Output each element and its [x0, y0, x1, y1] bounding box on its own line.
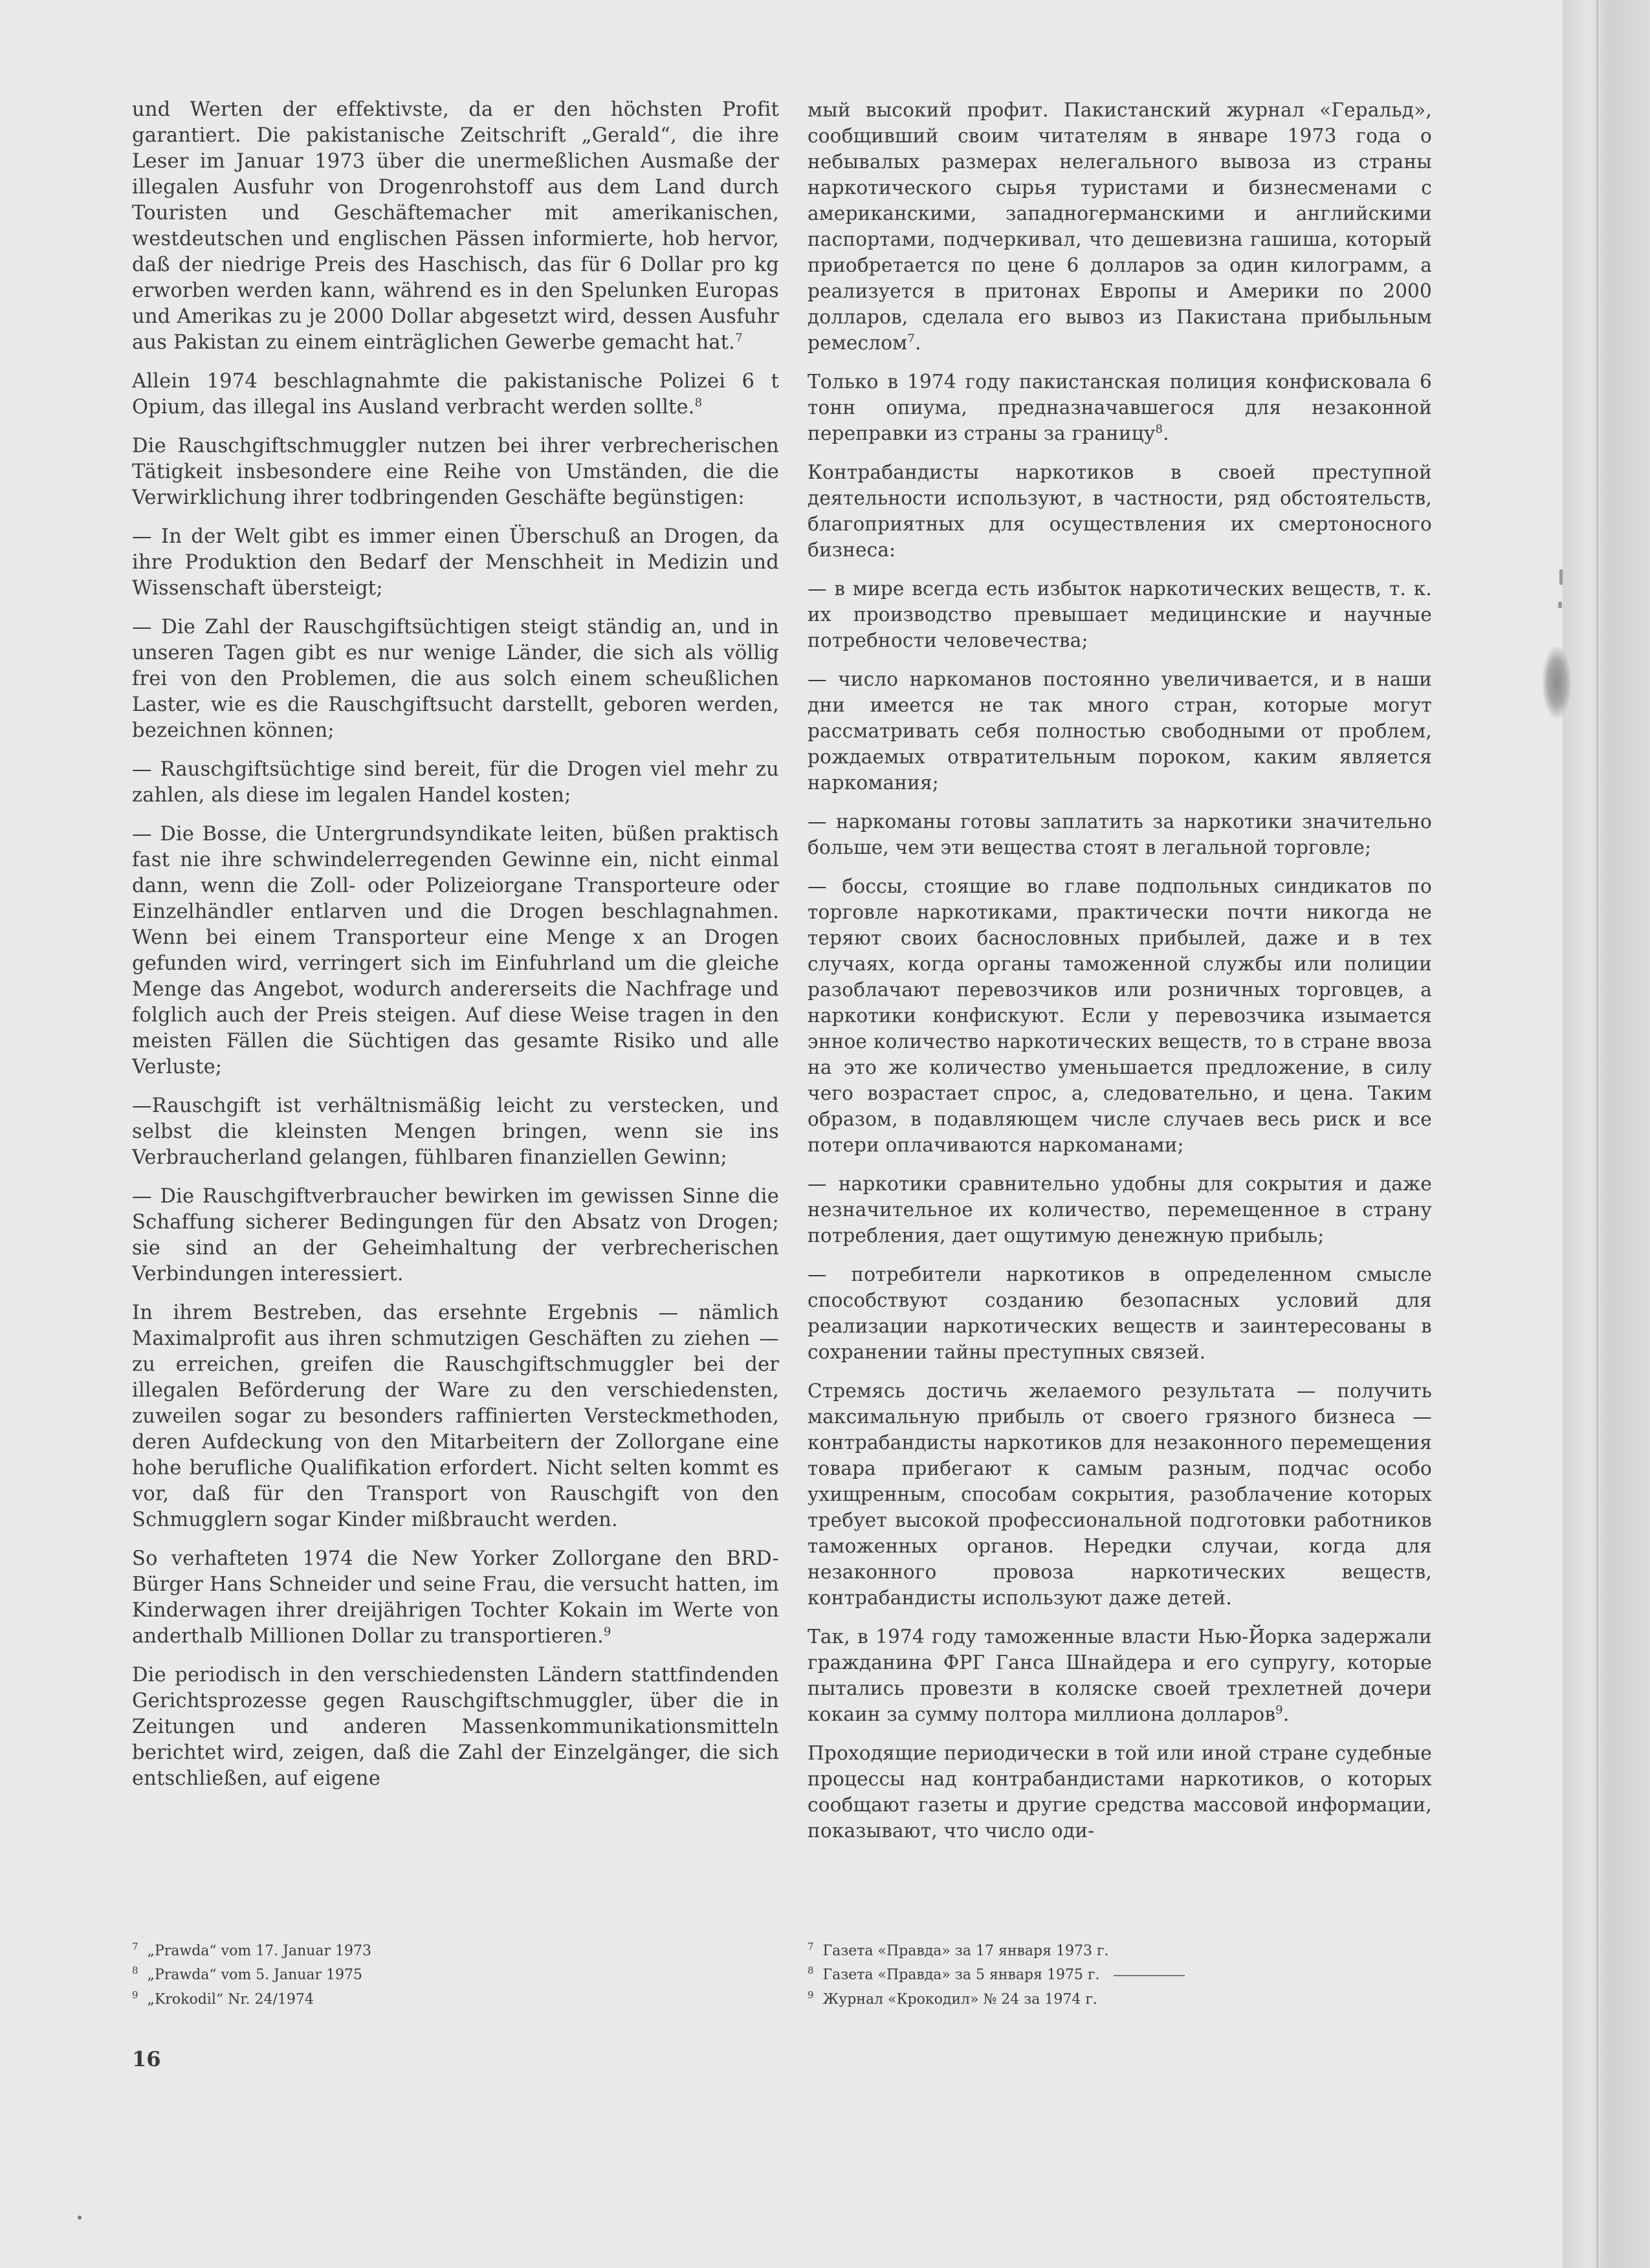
list-item: — Rauschgiftsüchtige sind bereit, für die Drogen viel mehr zu zahlen, als diese im legalen Handel kosten; — [132, 758, 779, 807]
paragraph: Только в 1974 году пакистанская полиция конфисковала 6 тонн опиума, предназначавшегося для незаконной переправки из страны за границу$^8$. — [808, 371, 1432, 444]
list-item: — Die Bosse, die Untergrundsyndikate leiten, büßen praktisch fast nie ihre schwindelerregenden Gewinne ein, nicht einmal dann, wenn die Zoll- oder Polizeiorgane Transporteure oder Einzelhändler entlarven und die Drogen beschlagnahmen. Wenn bei einem Transporteur eine Menge x an Drogen gefunden wird, verringert sich im Einfuhrland um die gleiche Menge das Angebot, wodurch andererseits die Nachfrage und folglich auch der Preis steigen. Auf diese Weise tragen in den meisten Fällen die Süchtigen das gesamte Risiko und alle Verluste; — [132, 823, 779, 1078]
footnote: $^9$ Журнал «Крокодил» № 24 за 1974 г. — [808, 1989, 1097, 2007]
footnote: $^9$ „Krokodil“ Nr. 24/1974 — [132, 1989, 314, 2007]
paragraph: Контрабандисты наркотиков в своей преступной деятельности используют, в частности, ряд обстоятельств, благоприятных для осуществления их смертоносного бизнеса: — [808, 461, 1432, 561]
list-item: — Die Zahl der Rauschgiftsüchtigen steigt ständig an, und in unseren Tagen gibt es nur wenige Länder, die sich als völlig frei von den Problemen, die aus solch einem scheußlichen Laster, wie es die Rauschgiftsucht darstellt, geboren werden, bezeichnen können; — [132, 616, 779, 742]
spine-fold-line — [1596, 0, 1598, 2268]
footnote: $^7$ Газета «Правда» за 17 января 1973 г. — [808, 1941, 1109, 1959]
paper-speck — [78, 2216, 82, 2219]
footnote: $^8$ Газета «Правда» за 5 января 1975 г. — [808, 1961, 1185, 1985]
page-number: 16 — [132, 2047, 161, 2071]
paragraph: мый высокий профит. Пакистанский журнал «Геральд», сообщивший своим читателям в январе 1973 года о небывалых размерах нелегального вывоза из страны наркотического сырья туристами и бизнесменами с американскими, западногерманскими и английскими паспортами, подчеркивал, что дешевизна гашиша, который приобретается по цене 6 долларов за один килограмм, а реализуется в притонах Европы и Америки по 2000 долларов, сделала его вывоз из Пакистана прибыльным ремеслом$^7$. — [808, 99, 1432, 354]
paragraph: Die Rauschgiftschmuggler nutzen bei ihrer verbrecherischen Tätigkeit insbesondere eine Reihe von Umständen, die die Verwirklichung ihrer todbringenden Geschäfte begünstigen: — [132, 435, 779, 509]
list-item: — число наркоманов постоянно увеличивается, и в наши дни имеется не так много стран, которые могут рассматривать себя полностью свободными от проблем, рождаемых отвратительным пороком, каким является наркомания; — [808, 668, 1432, 794]
list-item: — потребители наркотиков в определенном смысле способствуют созданию безопасных условий для реализации наркотических веществ и заинтересованы в сохранении тайны преступных связей. — [808, 1263, 1432, 1363]
footnote-ref: 8 — [1155, 422, 1163, 437]
russian-column — [808, 97, 1432, 1857]
list-item: —Rauschgift ist verhältnismäßig leicht zu verstecken, und selbst die kleinsten Mengen bringen, wenn sie ins Verbraucherland gelangen, fühlbaren finanziellen Gewinn; — [132, 1095, 779, 1169]
footnote-ref: 7 — [735, 331, 743, 345]
paragraph: Allein 1974 beschlagnahmte die pakistanische Polizei 6 t Opium, das illegal ins Ausland verbracht werden sollte.$^8$ — [132, 370, 779, 419]
paragraph: Стремясь достичь желаемого результата — получить максимальную прибыль от своего грязного бизнеса — контрабандисты наркотиков для незаконного перемещения товара прибегают к самым разным, подчас особо ухищренным, способам сокрытия, разоблачение которых требует высокой профессиональной подготовки работников таможенных органов. Нередки случаи, когда для незаконного провоза наркотических веществ, контрабандисты используют даже детей. — [808, 1380, 1432, 1609]
list-item: — In der Welt gibt es immer einen Überschuß an Drogen, da ihre Produktion den Bedarf der Menschheit in Medizin und Wissenschaft übersteigt; — [132, 525, 779, 600]
footnote-ref: 9 — [603, 1624, 611, 1639]
russian-footnotes — [808, 1937, 1185, 2009]
page-spine — [1563, 0, 1650, 2268]
footnote-ref: 7 — [907, 332, 915, 346]
list-item: — Die Rauschgiftverbraucher bewirken im gewissen Sinne die Schaffung sicherer Bedingungen für den Absatz von Drogen; sie sind an der Geheimhaltung der verbrecherischen Verbindungen interessiert. — [132, 1185, 779, 1285]
footnote-ref: 9 — [1275, 1703, 1283, 1717]
paper-mark — [1558, 602, 1562, 608]
list-item: — наркоманы готовы заплатить за наркотики значительно больше, чем эти вещества стоят в легальной торговле; — [808, 811, 1432, 858]
list-item: — в мире всегда есть избыток наркотических веществ, т. к. их производство превышает медицинские и научные потребности человечества; — [808, 578, 1432, 651]
footnote-ref: 8 — [694, 395, 703, 409]
paragraph: In ihrem Bestreben, das ersehnte Ergebnis — nämlich Maximalprofit aus ihren schmutzigen Geschäften zu ziehen — zu erreichen, greifen die Rauschgiftschmuggler bei der illegalen Beförderung der Ware zu den verschiedensten, zuweilen sogar zu besonders raffinierten Versteckmethoden, deren Aufdeckung von den Mitarbeitern der Zollorgane eine hohe berufliche Qualifikation erfordert. Nicht selten kommt es vor, daß für den Transport von Rauschgift von den Schmugglern sogar Kinder mißbraucht werden. — [132, 1302, 779, 1531]
german-footnotes — [132, 1937, 371, 2009]
pencil-line — [1114, 1975, 1185, 1976]
paragraph: und Werten der effektivste, da er den höchsten Profit garantiert. Die pakistanische Zeitschrift „Gerald“, die ihre Leser im Januar 1973 über die unermeßlichen Ausmaße der illegalen Ausfuhr von Drogenrohstoff aus dem Land durch Touristen und Geschäftemacher mit amerikanischen, westdeutschen und englischen Pässen informierte, hob hervor, daß der niedrige Preis des Haschisch, das für 6 Dollar pro kg erworben werden kann, während es in den Spelunken Europas und Amerikas zu je 2000 Dollar abgesetzt wird, dessen Ausfuhr aus Pakistan zu einem einträglichen Gewerbe gemacht hat.$^7$ — [132, 98, 779, 354]
paper-mark — [1559, 569, 1563, 585]
paper-stain — [1543, 647, 1571, 718]
list-item: — наркотики сравнительно удобны для сокрытия и даже незначительное их количество, перемещенное в страну потребления, дает ощутимую денежную прибыль; — [808, 1173, 1432, 1247]
paragraph: So verhafteten 1974 die New Yorker Zollorgane den BRD-Bürger Hans Schneider und seine Frau, die versucht hatten, im Kinderwagen ihrer dreijährigen Tochter Kokain im Werte von anderthalb Millionen Dollar zu transportieren.$^9$ — [132, 1547, 779, 1648]
list-item: — боссы, стоящие во главе подпольных синдикатов по торговле наркотиками, практически почти никогда не теряют своих баснословных прибылей, даже и в тех случаях, когда органы таможенной службы или полиции разоблачают перевозчиков или розничных торговцев, а наркотики конфискуют. Если у перевозчика изымается энное количество наркотических веществ, то в стране ввоза на это же количество уменьшается предложение, в силу чего возрастает спрос, а, следовательно, и цена. Таким образом, в подавляющем числе случаев весь риск и все потери оплачиваются наркоманами; — [808, 875, 1432, 1156]
paragraph: Так, в 1974 году таможенные власти Нью-Йорка задержали гражданина ФРГ Ганса Шнайдера и его супругу, которые пытались провезти в коляске своей трехлетней дочери кокаин за сумму полтора миллиона долларов$^9$. — [808, 1626, 1432, 1725]
paragraph: Die periodisch in den verschiedensten Ländern stattfindenden Gerichtsprozesse gegen Rauschgiftschmuggler, über die in Zeitungen und anderen Massenkommunikationsmitteln berichtet wird, zeigen, daß die Zahl der Einzelgänger, die sich entschließen, auf eigene — [132, 1664, 779, 1790]
footnote: $^7$ „Prawda“ vom 17. Januar 1973 — [132, 1941, 372, 1959]
paragraph: Проходящие периодически в той или иной стране судебные процессы над контрабандистами наркотиков, о которых сообщают газеты и другие средства массовой информации, показывают, что число оди- — [808, 1742, 1432, 1842]
footnote: $^8$ „Prawda“ vom 5. Januar 1975 — [132, 1965, 363, 1983]
german-column — [132, 97, 779, 1805]
